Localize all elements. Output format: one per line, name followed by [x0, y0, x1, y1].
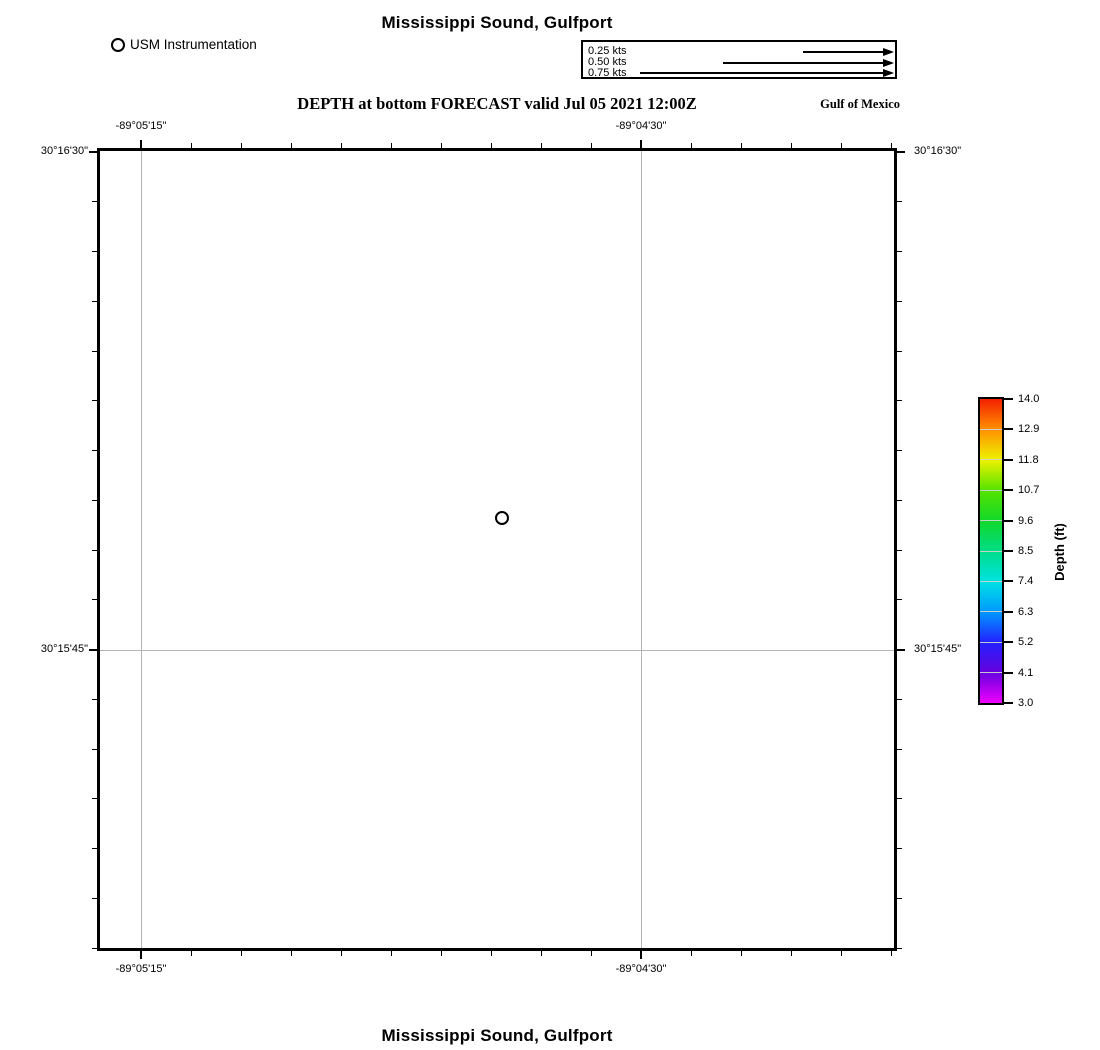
x-axis-tick-top [140, 140, 142, 148]
velocity-scale-row-label: 0.25 kts [588, 45, 627, 57]
y-axis-tick-right [897, 400, 902, 401]
y-axis-tick-left [92, 798, 97, 799]
colorbar-tick [1004, 428, 1013, 430]
y-axis-tick-right [897, 151, 905, 153]
colorbar-tick [1004, 580, 1013, 582]
longitude-gridline [641, 151, 642, 948]
x-axis-tick-top [291, 143, 292, 148]
y-axis-tick-left [92, 599, 97, 600]
y-axis-tick-left [92, 301, 97, 302]
colorbar-tick [1004, 550, 1013, 552]
x-axis-tick-bottom [341, 951, 342, 956]
longitude-gridline [141, 151, 142, 948]
colorbar-axis-label: Depth (ft) [1052, 523, 1067, 581]
open-circle-marker-icon [111, 38, 125, 52]
y-axis-tick-left [92, 699, 97, 700]
x-axis-tick-bottom [541, 951, 542, 956]
x-axis-tick-top [591, 143, 592, 148]
colorbar-tick-label: 7.4 [1018, 575, 1034, 588]
colorbar-tick [1004, 459, 1013, 461]
y-axis-label-right: 30°15'45" [914, 643, 962, 655]
instrument-legend-label: USM Instrumentation [130, 37, 257, 52]
y-axis-tick-left [89, 151, 97, 153]
y-axis-tick-right [897, 798, 902, 799]
velocity-arrow-shaft [723, 62, 883, 64]
colorbar-segment-divider [980, 459, 1002, 460]
x-axis-tick-bottom [191, 951, 192, 956]
y-axis-tick-right [897, 500, 902, 501]
velocity-scale-row-label: 0.50 kts [588, 56, 627, 68]
y-axis-tick-right [897, 948, 902, 949]
x-axis-tick-top [391, 143, 392, 148]
x-axis-tick-bottom [291, 951, 292, 956]
colorbar-tick-label: 12.9 [1018, 423, 1040, 436]
y-axis-tick-left [92, 201, 97, 202]
y-axis-tick-right [897, 749, 902, 750]
y-axis-tick-left [92, 948, 97, 949]
colorbar-tick [1004, 702, 1013, 704]
x-axis-tick-top [891, 143, 892, 148]
y-axis-label-left: 30°16'30" [40, 145, 88, 157]
figure-title-top: Mississippi Sound, Gulfport [381, 13, 613, 32]
colorbar-segment-divider [980, 672, 1002, 673]
colorbar-tick-label: 8.5 [1018, 545, 1034, 557]
y-axis-label-right: 30°16'30" [914, 145, 962, 157]
y-axis-tick-right [897, 898, 902, 899]
colorbar-segment-divider [980, 581, 1002, 582]
y-axis-tick-left [92, 749, 97, 750]
y-axis-tick-left [89, 649, 97, 651]
velocity-arrow-shaft [640, 72, 883, 74]
colorbar-segment-divider [980, 429, 1002, 430]
colorbar-tick-label: 14.0 [1018, 393, 1040, 405]
y-axis-tick-left [92, 898, 97, 899]
y-axis-tick-right [897, 301, 902, 302]
x-axis-tick-bottom [741, 951, 742, 956]
y-axis-tick-right [897, 450, 902, 451]
x-axis-tick-bottom [441, 951, 442, 956]
x-axis-tick-top [341, 143, 342, 148]
x-axis-tick-bottom [691, 951, 692, 956]
x-axis-tick-bottom [591, 951, 592, 956]
colorbar-segment-divider [980, 551, 1002, 552]
instrument-legend [111, 37, 257, 52]
x-axis-tick-top [841, 143, 842, 148]
x-axis-tick-bottom [791, 951, 792, 956]
colorbar-tick [1004, 641, 1013, 643]
colorbar-tick-label: 5.2 [1018, 636, 1034, 649]
x-axis-tick-bottom [640, 951, 642, 959]
x-axis-tick-top [191, 143, 192, 148]
x-axis-label-bottom: -89°05'15" [115, 963, 167, 975]
y-axis-tick-right [897, 550, 902, 551]
latitude-gridline [100, 650, 894, 651]
velocity-arrow-head-icon [883, 69, 894, 77]
y-axis-tick-left [92, 848, 97, 849]
y-axis-label-left: 30°15'45" [40, 643, 88, 655]
x-axis-tick-bottom [241, 951, 242, 956]
x-axis-tick-top [241, 143, 242, 148]
y-axis-tick-left [92, 450, 97, 451]
x-axis-tick-top [541, 143, 542, 148]
y-axis-tick-left [92, 400, 97, 401]
y-axis-tick-left [92, 550, 97, 551]
colorbar-tick [1004, 672, 1013, 674]
colorbar-tick [1004, 520, 1013, 522]
x-axis-tick-top [640, 140, 642, 148]
x-axis-label-top: -89°05'15" [115, 120, 167, 132]
y-axis-tick-right [897, 848, 902, 849]
region-label: Gulf of Mexico [820, 97, 900, 111]
colorbar-tick-label: 9.6 [1018, 514, 1034, 527]
x-axis-tick-bottom [891, 951, 892, 956]
colorbar-tick-label: 6.3 [1018, 605, 1034, 618]
x-axis-tick-top [491, 143, 492, 148]
figure-title-bottom: Mississippi Sound, Gulfport [381, 1026, 613, 1045]
y-axis-tick-right [897, 251, 902, 252]
x-axis-tick-top [741, 143, 742, 148]
y-axis-tick-left [92, 251, 97, 252]
velocity-scale-row-label: 0.75 kts [588, 67, 627, 79]
colorbar-segment-divider [980, 490, 1002, 491]
y-axis-tick-right [897, 351, 902, 352]
colorbar-tick-label: 3.0 [1018, 697, 1034, 709]
x-axis-tick-bottom [391, 951, 392, 956]
y-axis-tick-right [897, 699, 902, 700]
y-axis-tick-left [92, 351, 97, 352]
x-axis-tick-top [441, 143, 442, 148]
x-axis-label-top: -89°04'30" [615, 120, 667, 132]
station-marker-icon [495, 511, 509, 525]
x-axis-tick-bottom [841, 951, 842, 956]
x-axis-label-bottom: -89°04'30" [615, 963, 667, 975]
x-axis-tick-top [691, 143, 692, 148]
colorbar-tick [1004, 398, 1013, 400]
velocity-scale-legend [581, 40, 897, 79]
colorbar-segment-divider [980, 520, 1002, 521]
x-axis-tick-top [791, 143, 792, 148]
y-axis-tick-right [897, 649, 905, 651]
colorbar [978, 397, 1004, 705]
colorbar-tick-label: 10.7 [1018, 484, 1040, 497]
y-axis-tick-right [897, 201, 902, 202]
colorbar-tick [1004, 489, 1013, 491]
forecast-valid-subtitle: DEPTH at bottom FORECAST valid Jul 05 2021 12:00Z [297, 94, 697, 113]
x-axis-tick-bottom [491, 951, 492, 956]
x-axis-tick-bottom [140, 951, 142, 959]
colorbar-tick-label: 11.8 [1018, 453, 1039, 466]
colorbar-tick-label: 4.1 [1018, 666, 1034, 679]
colorbar-tick [1004, 611, 1013, 613]
map-plot-area [97, 148, 897, 951]
velocity-arrow-head-icon [883, 48, 894, 56]
y-axis-tick-right [897, 599, 902, 600]
y-axis-tick-left [92, 500, 97, 501]
velocity-arrow-head-icon [883, 59, 894, 67]
colorbar-segment-divider [980, 611, 1002, 612]
velocity-arrow-shaft [803, 51, 883, 53]
